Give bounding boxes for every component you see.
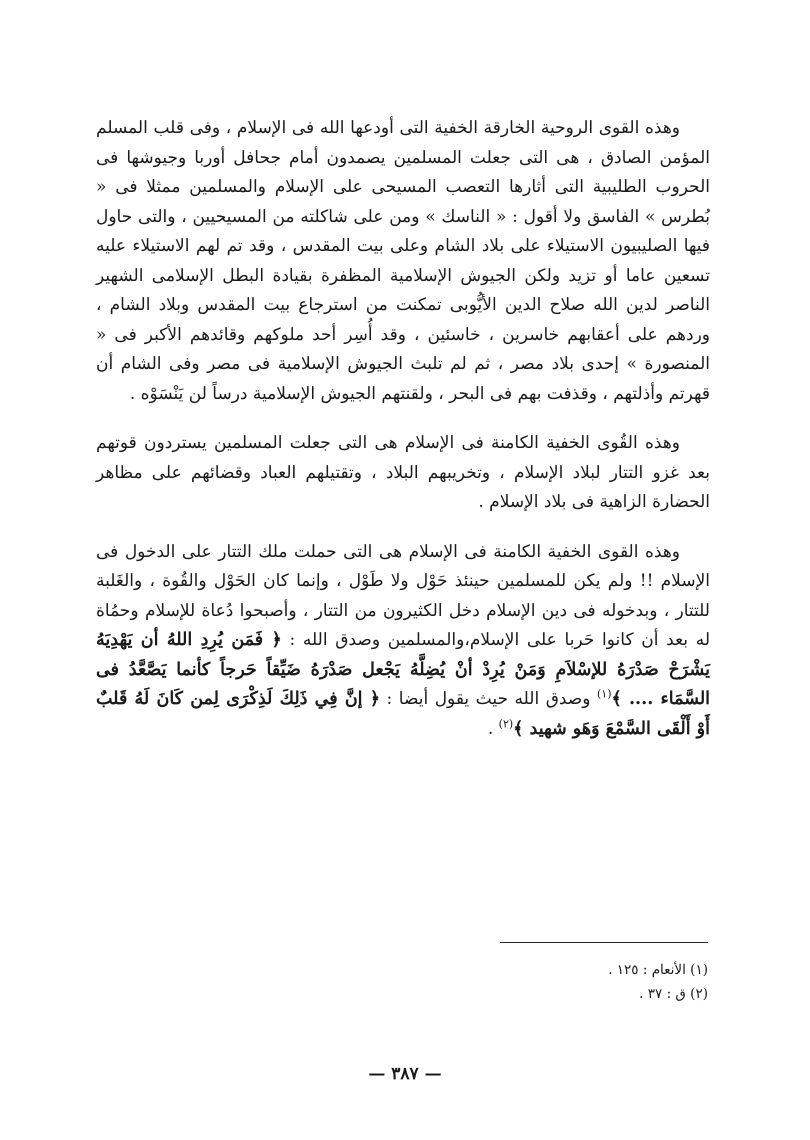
body-text — [96, 114, 710, 744]
verse-2-end: . — [487, 718, 494, 739]
paragraph-3-text: وهذه القوى الخفية الكامنة فى الإسلام هى التى حملت ملك التتار على الدخول فى الإسلام !! ولم يكن للمسلمين حينئذ حَوْل ولا طَوْل ، وإنما كان الحَوْل والقُوة ، والغَلبة للتتار ، وبدخوله فى دين الإسلام دخل الكثيرون من التتار ، وأصبحوا دُعاة للإسلام وحمُاة له بعد أن كانوا حَربا على الإسلام،والمسلمين وصدق الله : — [96, 541, 710, 650]
verse-connector: وصدق الله حيث يقول أيضا : — [386, 689, 591, 709]
page-number: — ٣٨٧ — — [368, 1064, 442, 1084]
paragraph-3 — [96, 538, 710, 745]
paragraph-2: وهذه القُوى الخفية الكامنة فى الإسلام هى التى جعلت المسلمين يستردون قوتهم بعد غزو التتار لبلاد الإسلام ، وتخريبهم البلاد ، وتقتيلهم العباد وقضائهم على مظاهر الحضارة الزاهية فى بلاد الإسلام . — [96, 433, 710, 512]
quran-verse-2: ﴿ إنَّ فِي ذَلِكَ لَذِكْرَى لِمن كَانَ لَهُ قَلبٌ أَوْ أَلْقَى السَّمْعَ وَهَو شهيد ﴾ — [96, 689, 710, 739]
footnote-ref-1: (١) — [596, 687, 612, 701]
footnote-2: (٢) ق : ٣٧ . — [639, 986, 708, 1002]
paragraph-1: وهذه القوى الروحية الخارقة الخفية التى أودعها الله فى الإسلام ، وفى قلب المسلم المؤمن الصادق ، هى التى جعلت المسلمين يصمدون أمام جحافل أوربا وجيوشها فى الحروب الطليبية التى أثارها التعصب المسيحى على الإسلام والمسلمين ممثلا فى « بُطرس » الفاسق ولا أقول : « الناسك » ومن على شاكلته من المسيحيين ، والتى حاول فيها الصليبيون الاستيلاء على بلاد الشام وعلى بيت المقدس ، وقد تم لهم الاستيلاء عليه تسعين عاما أو تزيد ولكن الجيوش الإسلامية المظفرة بقيادة البطل الإسلامى الشهير الناصر لدين الله صلاح الدين الأيُّوبى تمكنت من استرجاع بيت المقدس وبلاد الشام ، وردهم على أعقابهم خاسرين ، خاسئين ، وقد أُسِر أحد ملوكهم وقائدهم الأكبر فى « المنصورة » إحدى بلاد مصر ، ثم لم تلبث الجيوش الإسلامية فى مصر وفى الشام أن قهرتم وأذلتهم ، وقذفت بهم فى البحر ، ولقنتهم الجيوش الإسلامية درساً لن يَنْسَوْه . — [96, 118, 710, 404]
footnote-ref-2: (٢) — [498, 716, 514, 730]
footnote-divider — [500, 942, 708, 943]
footnotes — [420, 958, 708, 1006]
footnote-1: (١) الأنعام : ١٢٥ . — [608, 962, 708, 978]
quran-verse-1: ﴿ فَمَن يُرِدِ اللهُ أن يَهْدِيَهُ يَشْرَحْ صَدْرَهُ للإسْلاَمِ وَمَنْ يُرِدْ أنْ يُضِلَّهُ يَجْعل صَدْرَهُ ضَيِّقاً حَرجاً كأنما يَصَّعَّدُ فى السَّمَاء .... ﴾ — [96, 630, 711, 709]
